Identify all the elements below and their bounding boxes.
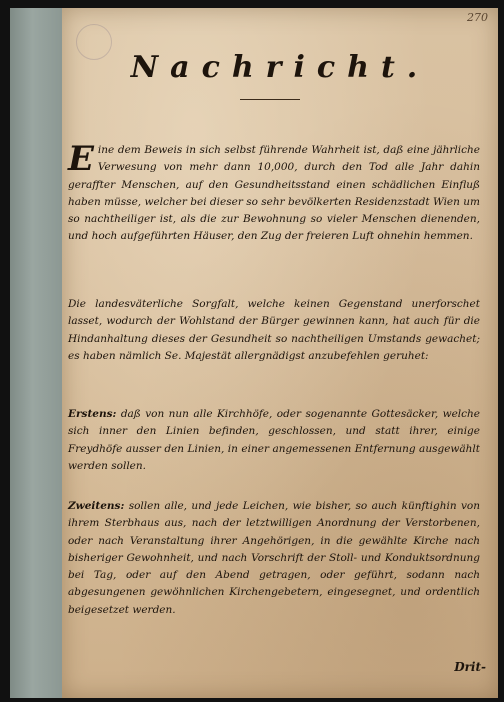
catchword: Drit-: [454, 660, 486, 674]
title-rule: [240, 99, 300, 100]
book-spine: [10, 8, 66, 698]
paragraph-first-text: daß von nun alle Kirchhöfe, oder sogenannte Gottesäcker, welche sich inner den Linien befinden, geschlossen, und statt ihrer, einige Freydhöfe ausser den Linien, in einer angemessenen Entfernung ausgewählt werden sollen.: [68, 408, 480, 472]
paragraph-second-text: sollen alle, und jede Leichen, wie bisher, so auch künftighin von ihrem Sterbhaus aus, nach der letztwilligen Anordnung der Verstorbenen, oder nach Veranstaltung ihrer Angehörigen, in die gewählte Kirche nach bisheriger Gewohnheit, und nach Vorschrift der Stoll- und Konduktsordnung bei Tag, oder auf den Abend getragen, oder geführt, sodann nach abgesungenen gewöhnlichen Kirchengebetern, eingesegnet, und ordentlich beigesetzet werden.: [68, 500, 480, 616]
drop-cap: E: [68, 139, 94, 179]
paragraph-intro: [68, 139, 480, 246]
document-page: [62, 8, 498, 698]
paragraph-decree: Die landesväterliche Sorgfalt, welche keinen Gegenstand unerforschet lasset, wodurch der Wohlstand der Bürger gewinnen kann, hat auch für die Hindanhaltung dieses der Gesundheit so nachtheiligen Umstands gewachet; es haben nämlich Se. Majestät allergnädigst anzubefehlen geruhet:: [68, 298, 480, 362]
paragraph-second: [68, 498, 480, 619]
paragraph-intro-text: ine dem Beweis in sich selbst führende Wahrheit ist, daß eine jährliche Verwesung von mehr dann 10,000, durch den Tod alle Jahr dahin geraffter Menschen, auf den Gesundheitsstand einen schädlichen Einfluß haben müsse, welcher bei dieser so sehr bevölkerten Residenzstadt Wien um so nachtheiliger ist, als die zur Bewohnung so vieler Menschen dienenden, und hoch aufgeführten Häuser, den Zug der freieren Luft ohnehin hemmen.: [68, 144, 480, 243]
paragraph-first-lead: Erstens:: [68, 408, 117, 420]
folio-number: 270: [467, 11, 488, 24]
page-title: Nachricht.: [130, 50, 430, 85]
paragraph-first: [68, 406, 480, 475]
paragraph-second-lead: Zweitens:: [68, 500, 125, 512]
